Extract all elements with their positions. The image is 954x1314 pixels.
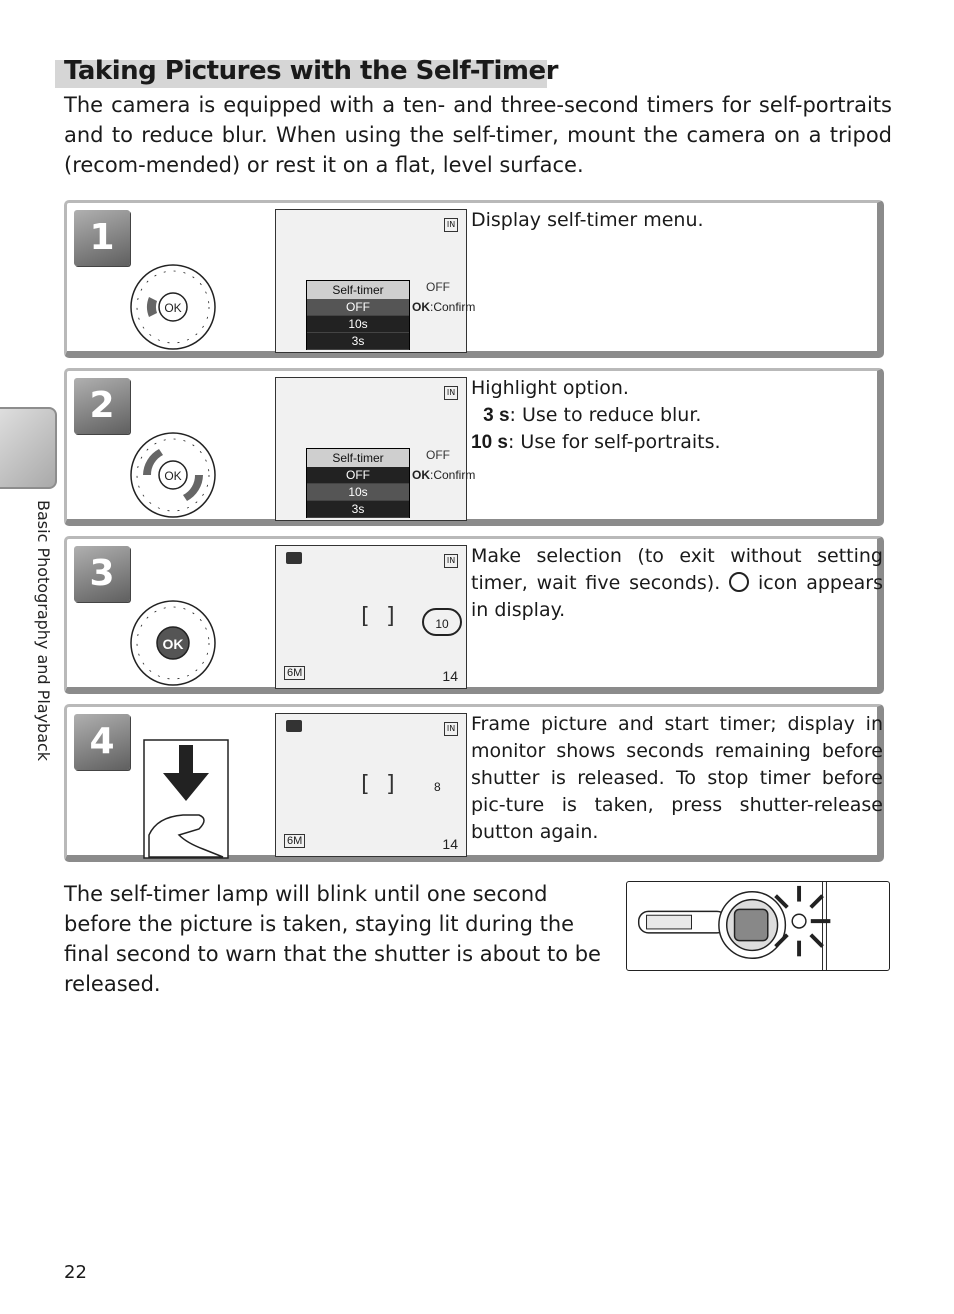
self-timer-icon: 10 [422,608,462,636]
step-text: Frame picture and start timer; display in monitor shows seconds remaining before shutter is released. To stop timer before pic-ture is taken, press shutter-release button again. [471,713,883,843]
internal-memory-icon: IN [444,722,458,736]
chapter-tab [0,407,57,489]
menu-item-10s[interactable]: 10s [307,484,409,501]
step-number: 4 [74,714,130,770]
confirm-label: :Confirm [430,300,476,314]
step-text [471,375,883,456]
shutter-press-icon [143,739,229,859]
step-4 [64,704,884,862]
self-timer-menu [306,280,410,350]
menu-item-off[interactable]: OFF [307,467,409,484]
step-text: Display self-timer menu. [471,209,704,231]
camera-mode-icon [286,720,302,732]
svg-text:OK: OK [162,636,184,652]
option-10s [471,429,883,456]
intro-paragraph: The camera is equipped with a ten- and three-second timers for self-portraits and to reduce blur. When using the self-timer, mount the camera on a tripod (recom-mended) or rest it on a flat, level surface. [64,93,892,177]
monitor-screen [275,713,467,857]
step-instruction: Highlight option. [471,377,629,399]
multi-selector-ok-icon [129,599,217,687]
svg-text:OK: OK [164,469,182,483]
self-timer-off-icon: OFF [426,448,450,462]
internal-memory-icon: IN [444,554,458,568]
step-3 [64,536,884,694]
self-timer-lamp-illustration [626,881,890,971]
shots-remaining: 14 [442,668,458,684]
option-key: 10 s [471,432,508,453]
camera-mode-icon [286,552,302,564]
step-number: 2 [74,378,130,434]
confirm-label: :Confirm [430,468,476,482]
option-desc: : Use to reduce blur. [509,404,702,426]
shots-remaining: 14 [442,836,458,852]
self-timer-menu [306,448,410,518]
svg-text:OK: OK [164,301,182,315]
step-text [471,543,883,624]
timer-countdown: 8 [434,780,441,794]
menu-title: Self-timer [307,449,409,467]
menu-item-3s[interactable]: 3s [307,501,409,518]
focus-brackets: [ ] [358,772,398,797]
step-1 [64,200,884,358]
page-title: Taking Pictures with the Self-Timer [64,56,558,86]
step-number: 3 [74,546,130,602]
menu-item-off[interactable]: OFF [307,299,409,316]
step-2 [64,368,884,526]
self-timer-off-icon: OFF [426,280,450,294]
step-number: 1 [74,210,130,266]
multi-selector-up-down-icon [129,431,217,519]
monitor-screen [275,377,476,521]
ok-key-label: OK [412,300,430,314]
step-instruction: Make selection (to exit without setting timer, wait five seconds). [471,545,883,594]
option-3s [471,402,883,429]
multi-selector-left-icon [129,263,217,351]
lamp-note: The self-timer lamp will blink until one second before the picture is taken, staying lit during the final second to warn that the shutter is about to be released. [64,882,601,996]
confirm-hint [412,300,475,314]
step-instruction-cont: icon appears in display. [471,572,884,621]
focus-brackets: [ ] [358,604,398,629]
image-size-icon: 6M [284,666,305,680]
internal-memory-icon: IN [444,218,458,232]
menu-title: Self-timer [307,281,409,299]
confirm-hint [412,468,475,482]
option-desc: : Use for self-portraits. [507,431,721,453]
menu-item-3s[interactable]: 3s [307,333,409,350]
option-key: 3 s [483,405,510,426]
monitor-screen [275,545,467,689]
internal-memory-icon: IN [444,386,458,400]
chapter-label: Basic Photography and Playback [34,500,53,762]
image-size-icon: 6M [284,834,305,848]
monitor-screen [275,209,476,353]
menu-item-10s[interactable]: 10s [307,316,409,333]
self-timer-icon [729,572,749,592]
page-number: 22 [64,1262,87,1283]
ok-key-label: OK [412,468,430,482]
self-timer-lamp-icon [627,882,889,970]
